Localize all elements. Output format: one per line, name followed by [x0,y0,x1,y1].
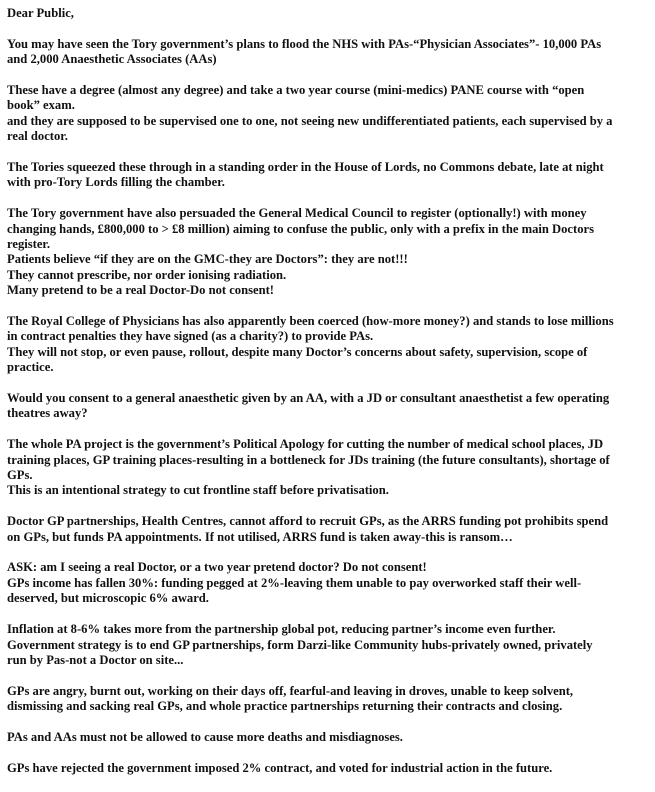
letter-body [7,6,652,792]
text-line: ASK: am I seeing a real Doctor, or a two year pretend doctor? Do not consent! [7,560,427,575]
text-line: Many pretend to be a real Doctor-Do not consent! [7,283,274,298]
text-line: These have a degree (almost any degree) and take a two year course (mini-medics) PANE course with “open [7,83,585,97]
text-line: GPs income has fallen 30%: funding pegged at 2%-leaving them unable to pay overworked staff their well- [7,575,582,590]
text-line: GPs are angry, burnt out, working on their days off, fearful-and leaving in droves, unable to keep solvent, [7,683,574,698]
text-line: and they are supposed to be supervised one to one, not seeing new undifferentiated patients, each supervised by a [7,113,613,128]
paragraph [7,314,652,376]
text-line: and 2,000 Anaesthetic Associates (AAs) [7,52,217,67]
text-line: They cannot prescribe, nor order ionising radiation. [7,267,287,282]
text-line: This is an intentional strategy to cut frontline staff before privatisation. [7,483,389,498]
text-line: Would you consent to a general anaesthetic given by an AA, with a JD or consultant anaesthetist a few operating [7,391,610,406]
paragraph [7,514,652,545]
text-line: theatres away? [7,406,88,421]
text-line: on GPs, but funds PA appointments. If not utilised, ARRS fund is taken away-this is ransom… [7,529,513,544]
paragraph [7,684,652,715]
text-line: Government strategy is to end GP partnerships, form Darzi-like Community hubs-privately owned, privately [7,637,593,652]
text-line: real doctor. [7,129,68,144]
text-line: PAs and AAs must not be allowed to cause more deaths and misdiagnoses. [7,729,403,744]
paragraph [7,160,652,191]
text-line: deserved, but microscopic 6% award. [7,591,209,606]
text-line: The Tory government have also persuaded the General Medical Council to register (optionally!) with money [7,206,587,221]
text-line: changing hands, £800,000 to > £8 million) aiming to confuse the public, only with a prefix in the main Doctors [7,221,595,236]
text-line: with pro-Tory Lords filling the chamber. [7,175,225,190]
text-line: GPs. [7,468,33,483]
text-line: The whole PA project is the government’s Political Apology for cutting the number of medical school places, JD [7,437,604,452]
paragraph [7,622,652,668]
text-line: GPs have rejected the government imposed 2% contract, and voted for industrial action in the future. [7,760,553,775]
text-line: Dear Public, [7,6,74,20]
text-line: Patients believe “if they are on the GMC-they are Doctors”: they are not!!! [7,252,408,267]
paragraph [7,37,652,68]
text-line: The Tories squeezed these through in a standing order in the House of Lords, no Commons debate, late at night [7,160,604,175]
text-line: training places, GP training places-resulting in a bottleneck for JDs training (the future consultants), shortage of [7,452,610,467]
paragraph [7,437,652,499]
paragraph [7,83,652,145]
text-line: Inflation at 8-6% takes more from the partnership global pot, reducing partner’s income even further. [7,622,556,637]
paragraph [7,730,652,745]
text-line: book” exam. [7,98,75,113]
text-line: run by Pas-not a Doctor on site... [7,652,184,667]
paragraph [7,6,652,21]
paragraph [7,391,652,422]
text-line: They will not stop, or even pause, rollout, despite many Doctor’s concerns about safety, supervision, scope of [7,344,588,359]
text-line: dismissing and sacking real GPs, and whole practice partnerships returning their contracts and closing. [7,699,563,714]
text-line: The Royal College of Physicians has also apparently been coerced (how-more money?) and stands to lose millions [7,314,614,329]
paragraph [7,206,652,298]
text-line: practice. [7,360,54,375]
text-line: You may have seen the Tory government’s plans to flood the NHS with PAs-“Physician Associates”- 10,000 PAs [7,36,602,51]
paragraph [7,761,652,776]
text-line: Doctor GP partnerships, Health Centres, cannot afford to recruit GPs, as the ARRS funding pot prohibits spend [7,514,609,529]
text-line: in contract penalties they have signed (as a charity?) to provide PAs. [7,329,374,344]
paragraph [7,560,652,606]
text-line: register. [7,237,51,252]
